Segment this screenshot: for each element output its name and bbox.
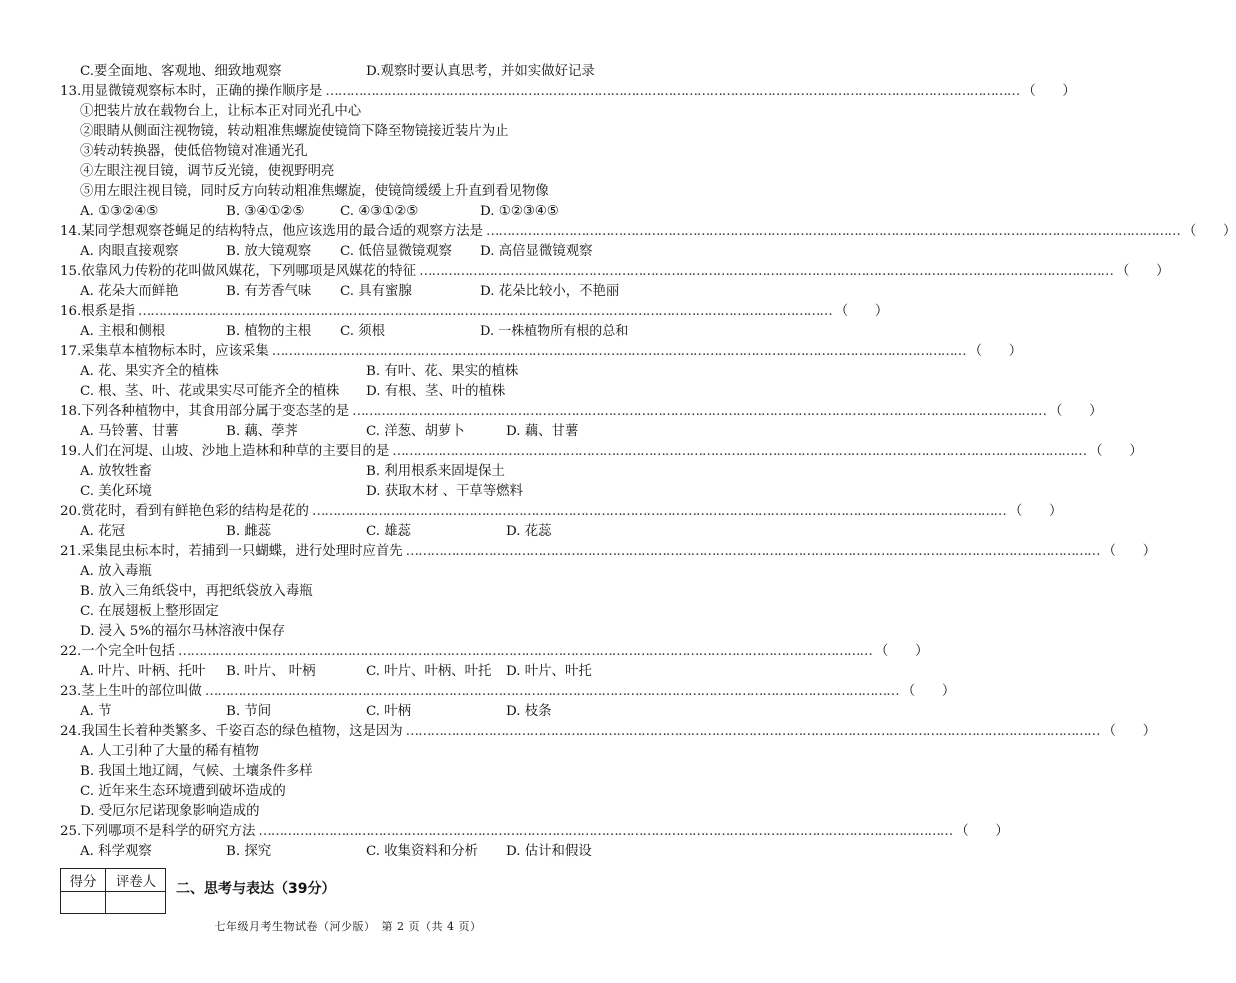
q18-option-c: C. 洋葱、胡萝卜 [366,424,465,439]
q25-options-row [60,842,640,862]
q12-option-d: D.观察时要认真思考，并如实做好记录 [366,64,595,79]
leader-dots: …………………………………………………………………………………………………………………………………………………… [271,344,966,359]
q13-step: ②眼睛从侧面注视物镜，转动粗准焦螺旋使镜筒下降至物镜接近装片为止 [80,124,509,139]
grader-label: 评卷人 [115,875,157,890]
q17-option-c: C. 根、茎、叶、花或果实尽可能齐全的植株 [80,384,340,399]
q14-option-a: A. 肉眼直接观察 [80,244,179,259]
q14-options-row [60,242,640,262]
q23-stem: 23.茎上生叶的部位叫做 [60,684,202,699]
q13-option-c: C. ④③①②⑤ [340,204,419,219]
page-footer: 七年级月考生物试卷（河少版） 第 2 页（共 4 页） [214,920,482,933]
q24-option-b: B. 我国土地辽阔，气候、土壤条件多样 [80,764,313,779]
leader-dots: …………………………………………………………………………………………………………………………………………………… [405,544,1100,559]
score-table [60,868,166,914]
q12-option-c: C.要全面地、客观地、细致地观察 [80,64,282,79]
q19-option-a: A. 放牧牲畜 [80,464,152,479]
q14-option-c: C. 低倍显微镜观察 [340,244,453,259]
answer-bracket: （ ） [968,344,1023,359]
q19-stem: 19.人们在河堤、山坡、沙地上造林和种草的主要目的是 [60,444,390,459]
q17-stem-row [60,342,1023,362]
answer-bracket: （ ） [1115,264,1170,279]
q25-option-c: C. 收集资料和分析 [366,844,479,859]
q20-option-a: A. 花冠 [80,524,125,539]
q20-stem-row [60,502,1063,522]
q22-options-row [60,662,640,682]
leader-dots: …………………………………………………………………………………………………………………………………………………… [178,644,872,659]
q23-option-c: C. 叶柄 [366,704,412,719]
answer-bracket: （ ） [1089,444,1143,459]
q14-stem: 14.某同学想观察苍蝇足的结构特点，他应该选用的最合适的观察方法是 [60,224,484,239]
q17-stem: 17.采集草本植物标本时，应该采集 [60,344,269,359]
q13-option-b: B. ③④①②⑤ [226,204,305,219]
q16-option-c: C. 须根 [340,324,386,339]
q18-options-row [60,422,640,442]
q13-stem: 13.用显微镜观察标本时，正确的操作顺序是 [60,84,323,99]
q24-stem-row [60,722,1157,742]
q15-options-row [60,282,640,302]
q19-options-row [60,462,640,482]
leader-dots: …………………………………………………………………………………………………………………………………………………… [419,264,1113,279]
answer-bracket: （ ） [834,304,889,319]
q13-step: ④左眼注视目镜，调节反光镜，使视野明亮 [80,164,335,179]
leader-dots: …………………………………………………………………………………………………………………………………………………… [258,824,953,839]
q18-option-d: D. 藕、甘薯 [506,424,579,439]
leader-dots: …………………………………………………………………………………………………………………………………………………… [325,84,1020,99]
q22-option-b: B. 叶片、 叶柄 [226,664,316,679]
answer-bracket: （ ） [1048,404,1103,419]
q16-options-row [60,322,640,342]
q14-stem-row [60,222,1236,242]
q21-option-b: B. 放入三角纸袋中，再把纸袋放入毒瓶 [80,584,313,599]
q20-option-b: B. 雌蕊 [226,524,272,539]
q19-option-b: B. 利用根系来固堤保土 [366,464,505,479]
q16-option-a: A. 主根和侧根 [80,324,166,339]
q15-option-d: D. 花朵比较小，不艳丽 [480,284,620,299]
q19-option-d: D. 获取木材 、干草等燃料 [366,484,523,499]
leader-dots: …………………………………………………………………………………………………………………………………………………… [311,504,1006,519]
q21-stem: 21.采集昆虫标本时，若捕到一只蝴蝶，进行处理时应首先 [60,544,403,559]
q23-stem-row [60,682,956,702]
leader-dots: …………………………………………………………………………………………………………………………………………………… [392,444,1087,459]
q15-option-a: A. 花朵大而鲜艳 [80,284,179,299]
section-title: 二、思考与表达（39分） [176,881,336,897]
q19-stem-row [60,442,1143,462]
q25-option-b: B. 探究 [226,844,272,859]
q17-options-row [60,382,640,402]
leader-dots: …………………………………………………………………………………………………………………………………………………… [204,684,899,699]
q20-options-row [60,522,640,542]
q25-stem-row [60,822,1009,842]
q22-option-a: A. 叶片、叶柄、托叶 [80,664,206,679]
q13-option-d: D. ①②③④⑤ [480,204,559,219]
q13-step: ⑤用左眼注视目镜，同时反方向转动粗准焦螺旋，使镜筒缓缓上升直到看见物像 [80,184,549,199]
answer-bracket: （ ） [1102,724,1157,739]
q25-option-d: D. 估计和假设 [506,844,592,859]
q20-option-d: D. 花蕊 [506,524,552,539]
answer-bracket: （ ） [901,684,956,699]
answer-bracket: （ ） [955,824,1009,839]
q23-option-b: B. 节间 [226,704,272,719]
q24-stem: 24.我国生长着种类繁多、千姿百态的绿色植物，这是因为 [60,724,403,739]
table-divider [61,891,165,892]
q25-stem: 25.下列哪项不是科学的研究方法 [60,824,256,839]
q15-stem: 15.依靠风力传粉的花叫做风媒花，下列哪项是风媒花的特征 [60,264,417,279]
q16-option-b: B. 植物的主根 [226,324,312,339]
q13-step: ③转动转换器，使低倍物镜对准通光孔 [80,144,308,159]
q18-stem: 18.下列各种植物中，其食用部分属于变态茎的是 [60,404,350,419]
q24-option-c: C. 近年来生态环境遭到破坏造成的 [80,784,286,799]
q25-option-a: A. 科学观察 [80,844,152,859]
q15-stem-row [60,262,1170,282]
q13-step: ①把装片放在载物台上，让标本正对同光孔中心 [80,104,362,119]
q22-option-c: C. 叶片、叶柄、叶托 [366,664,492,679]
q18-option-a: A. 马铃薯、甘薯 [80,424,179,439]
answer-bracket: （ ） [874,644,929,659]
q24-option-a: A. 人工引种了大量的稀有植物 [80,744,259,759]
q23-options-row [60,702,640,722]
leader-dots: …………………………………………………………………………………………………………………………………………………… [486,224,1180,239]
q21-stem-row [60,542,1157,562]
q20-stem: 20.赏花时，看到有鲜艳色彩的结构是花的 [60,504,309,519]
answer-bracket: （ ） [1102,544,1157,559]
q22-option-d: D. 叶片、叶托 [506,664,592,679]
q17-option-b: B. 有叶、花、果实的植株 [366,364,519,379]
q17-option-d: D. 有根、茎、叶的植株 [366,384,506,399]
q13-stem-row [60,82,1076,102]
q19-option-c: C. 美化环境 [80,484,152,499]
q16-option-d: D. 一株植物所有根的总和 [480,324,629,339]
q15-option-b: B. 有芳香气味 [226,284,312,299]
q20-option-c: C. 雄蕊 [366,524,412,539]
q14-option-b: B. 放大镜观察 [226,244,312,259]
leader-dots: …………………………………………………………………………………………………………………………………………………… [352,404,1046,419]
q16-stem-row [60,302,889,322]
score-label: 得分 [69,875,97,890]
q17-options-row [60,362,640,382]
leader-dots: …………………………………………………………………………………………………………………………………………………… [405,724,1100,739]
q12-options-row [60,62,640,82]
q21-option-a: A. 放入毒瓶 [80,564,152,579]
q18-option-b: B. 藕、荸荠 [226,424,298,439]
q16-stem: 16.根系是指 [60,304,135,319]
q24-option-d: D. 受厄尔尼诺现象影响造成的 [80,804,260,819]
answer-bracket: （ ） [1008,504,1063,519]
q18-stem-row [60,402,1103,422]
q21-option-c: C. 在展翅板上整形固定 [80,604,219,619]
q15-option-c: C. 具有蜜腺 [340,284,412,299]
q23-option-d: D. 枝条 [506,704,552,719]
answer-bracket: （ ） [1022,84,1076,99]
q13-option-a: A. ①③②④⑤ [80,204,159,219]
q21-option-d: D. 浸入 5%的福尔马林溶液中保存 [80,624,285,639]
q19-options-row [60,482,640,502]
leader-dots: …………………………………………………………………………………………………………………………………………………… [137,304,832,319]
q13-options-row [60,202,640,222]
q22-stem-row [60,642,929,662]
q23-option-a: A. 节 [80,704,112,719]
answer-bracket: （ ） [1182,224,1236,239]
q17-option-a: A. 花、果实齐全的植株 [80,364,219,379]
q22-stem: 22.一个完全叶包括 [60,644,176,659]
q14-option-d: D. 高倍显微镜观察 [480,244,593,259]
